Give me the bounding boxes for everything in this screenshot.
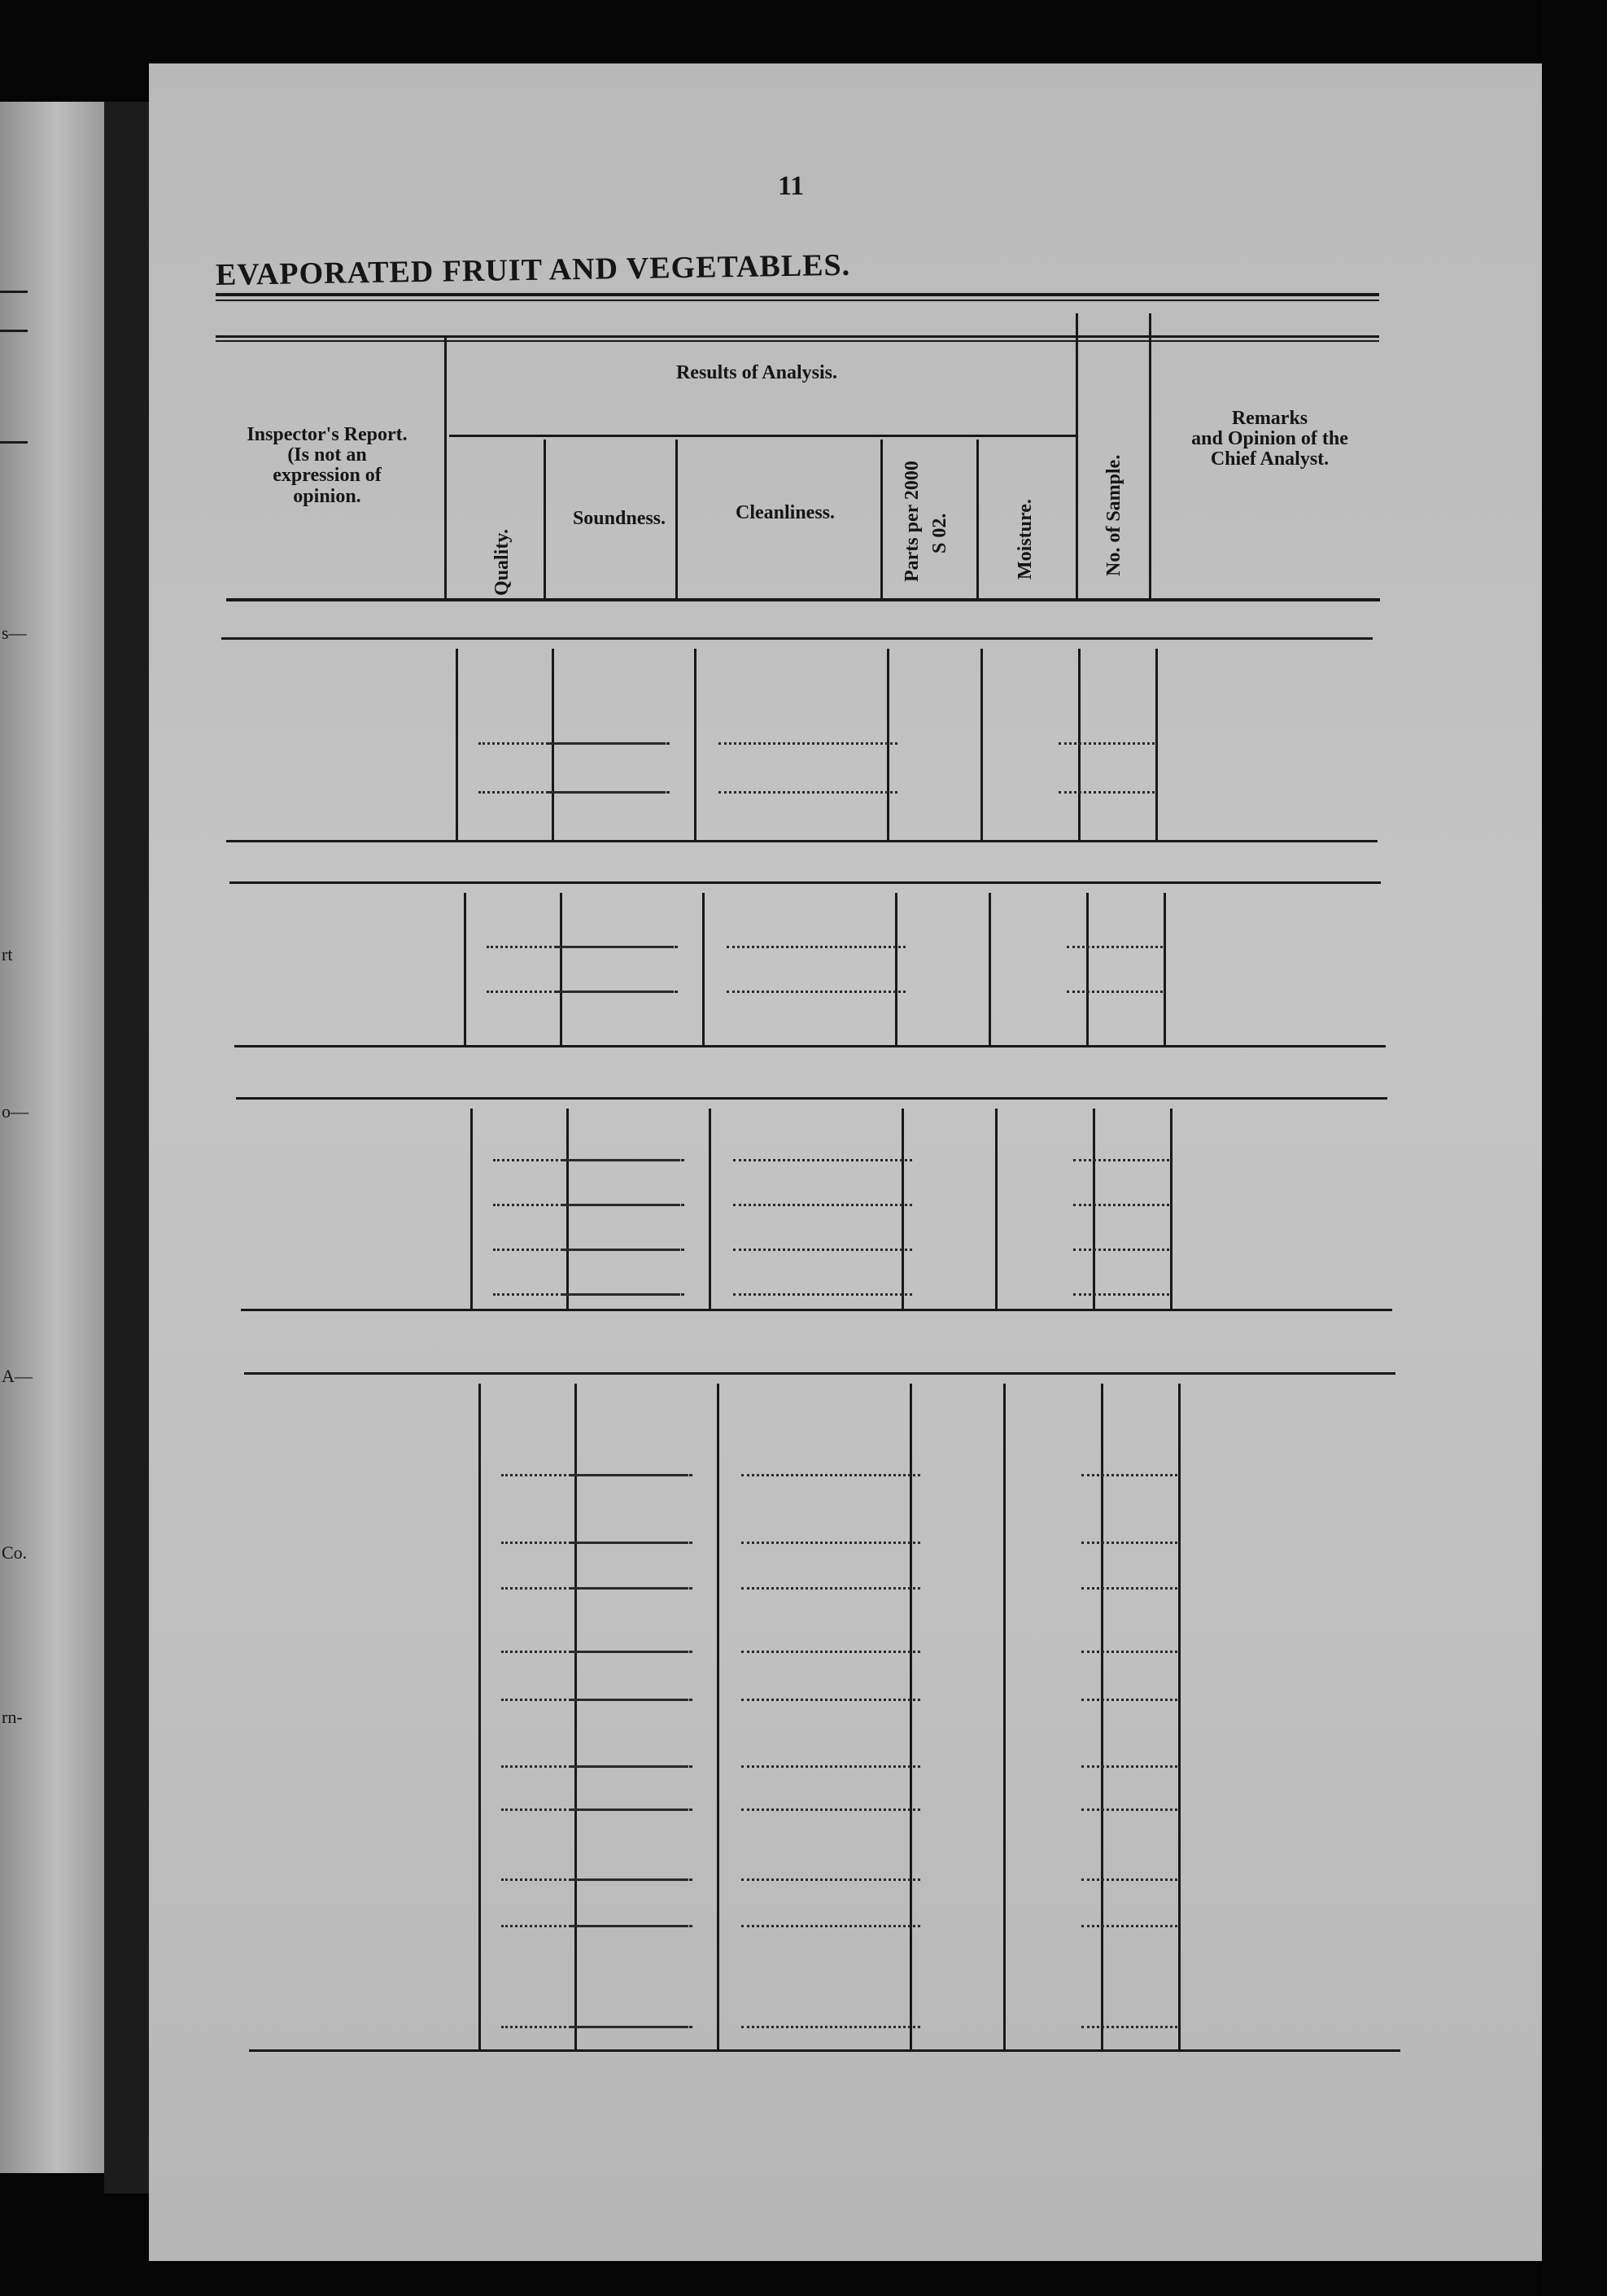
section-rule <box>241 1309 1392 1311</box>
dot-leader <box>562 1159 684 1161</box>
header-remarks: Remarks and Opinion of the Chief Analyst. <box>1191 408 1348 470</box>
dot-leader <box>718 742 897 745</box>
dot-leader <box>1073 1159 1169 1161</box>
header-column-rule <box>544 440 546 598</box>
dot-leader <box>1081 1925 1177 1927</box>
column-rule <box>980 649 983 840</box>
dot-leader <box>556 991 678 993</box>
dot-leader <box>562 1249 684 1251</box>
dot-leader <box>570 1808 692 1811</box>
dot-leader <box>562 1204 684 1206</box>
left-page-fragment: A— <box>2 1366 33 1386</box>
section-rule <box>244 1372 1395 1375</box>
book-spine <box>104 102 149 2193</box>
dot-leader <box>1081 1878 1177 1881</box>
header-soundness: Soundness. <box>572 508 666 529</box>
header-column-rule <box>880 440 883 598</box>
column-rule <box>910 1384 912 2049</box>
dot-leader <box>548 742 670 745</box>
header-so2: S 02. <box>929 513 950 553</box>
column-rule <box>574 1384 577 2049</box>
dot-leader <box>741 2026 920 2028</box>
dot-leader <box>548 791 670 794</box>
header-top-rule <box>216 335 1379 338</box>
header-no-of-sample: No. of Sample. <box>1103 454 1124 576</box>
header-inspector-report: Inspector's Report. (Is not an expression of opinion. <box>247 424 408 507</box>
document-page <box>149 63 1555 2261</box>
dot-leader <box>741 1925 920 1927</box>
left-page-fragment: rt <box>2 944 13 964</box>
left-page-edge <box>0 102 104 2173</box>
dot-leader <box>1081 2026 1177 2028</box>
dot-leader <box>741 1474 920 1476</box>
dot-leader <box>570 2026 692 2028</box>
dot-leader <box>570 1699 692 1701</box>
section-rule <box>229 881 1381 884</box>
dot-leader <box>556 946 678 948</box>
header-quality: Quality. <box>491 528 513 596</box>
dot-leader <box>733 1249 912 1251</box>
left-page-fragment: rn- <box>2 1707 23 1727</box>
column-rule <box>895 893 897 1045</box>
dot-leader <box>570 1925 692 1927</box>
column-rule <box>717 1384 719 2049</box>
dot-leader <box>741 1808 920 1811</box>
column-rule <box>989 893 991 1045</box>
dot-leader <box>1081 1699 1177 1701</box>
column-rule <box>464 893 466 1045</box>
title-underline <box>216 293 1379 296</box>
column-rule <box>1178 1384 1181 2049</box>
dot-leader <box>1073 1249 1169 1251</box>
dot-leader <box>570 1765 692 1768</box>
dot-leader <box>1067 991 1163 993</box>
header-column-rule <box>976 440 979 598</box>
results-subheader-rule <box>449 435 1076 437</box>
dot-leader <box>1081 1587 1177 1590</box>
section-rule <box>249 2049 1400 2052</box>
column-rule <box>1164 893 1166 1045</box>
dot-leader <box>727 946 906 948</box>
column-rule <box>456 649 458 840</box>
dot-leader <box>1073 1204 1169 1206</box>
column-rule <box>1003 1384 1006 2049</box>
dot-leader <box>741 1651 920 1653</box>
header-cleanliness: Cleanliness. <box>735 502 835 523</box>
header-moisture: Moisture. <box>1015 499 1036 579</box>
page-number: 11 <box>778 171 805 201</box>
column-rule <box>1170 1109 1172 1309</box>
dot-leader <box>1081 1808 1177 1811</box>
column-rule <box>1155 649 1158 840</box>
dot-leader <box>727 991 906 993</box>
dot-leader <box>733 1204 912 1206</box>
dot-leader <box>741 1878 920 1881</box>
dot-leader <box>741 1587 920 1590</box>
column-rule <box>1101 1384 1103 2049</box>
dot-leader <box>741 1542 920 1544</box>
header-column-rule <box>1076 313 1078 598</box>
header-column-rule <box>444 335 447 598</box>
dot-leader <box>1059 791 1155 794</box>
column-rule <box>478 1384 481 2049</box>
header-results-of-analysis: Results of Analysis. <box>675 362 838 383</box>
column-rule <box>902 1109 904 1309</box>
dot-leader <box>562 1293 684 1296</box>
header-column-rule <box>1149 313 1151 598</box>
left-page-rule <box>0 330 28 332</box>
header-bottom-rule <box>226 598 1380 601</box>
left-page-fragment: s— <box>2 623 27 643</box>
column-rule <box>702 893 705 1045</box>
column-rule <box>1093 1109 1095 1309</box>
column-rule <box>995 1109 998 1309</box>
page-title: EVAPORATED FRUIT AND VEGETABLES. <box>215 247 851 292</box>
column-rule <box>560 893 562 1045</box>
section-rule <box>226 840 1378 842</box>
dot-leader <box>1081 1765 1177 1768</box>
header-top-rule <box>216 340 1379 342</box>
header-parts-per-2000: Parts per 2000 <box>902 461 923 582</box>
dot-leader <box>1081 1651 1177 1653</box>
dot-leader <box>733 1293 912 1296</box>
dot-leader <box>570 1474 692 1476</box>
dot-leader <box>741 1699 920 1701</box>
section-rule <box>221 637 1373 640</box>
dot-leader <box>1081 1474 1177 1476</box>
dot-leader <box>733 1159 912 1161</box>
dot-leader <box>1081 1542 1177 1544</box>
column-rule <box>709 1109 711 1309</box>
left-page-rule <box>0 291 28 293</box>
column-rule <box>470 1109 473 1309</box>
dot-leader <box>1059 742 1155 745</box>
column-rule <box>1086 893 1089 1045</box>
dot-leader <box>570 1878 692 1881</box>
left-page-rule <box>0 441 28 444</box>
dot-leader <box>570 1542 692 1544</box>
scan-border <box>1542 0 1607 2296</box>
left-page-fragment: o— <box>2 1101 28 1122</box>
left-page-fragment: Co. <box>2 1542 28 1563</box>
section-rule <box>234 1045 1386 1047</box>
dot-leader <box>718 791 897 794</box>
dot-leader <box>570 1651 692 1653</box>
dot-leader <box>1067 946 1163 948</box>
section-rule <box>236 1097 1387 1100</box>
dot-leader <box>741 1765 920 1768</box>
dot-leader <box>1073 1293 1169 1296</box>
column-rule <box>566 1109 569 1309</box>
column-rule <box>694 649 697 840</box>
dot-leader <box>570 1587 692 1590</box>
title-underline <box>216 300 1379 301</box>
